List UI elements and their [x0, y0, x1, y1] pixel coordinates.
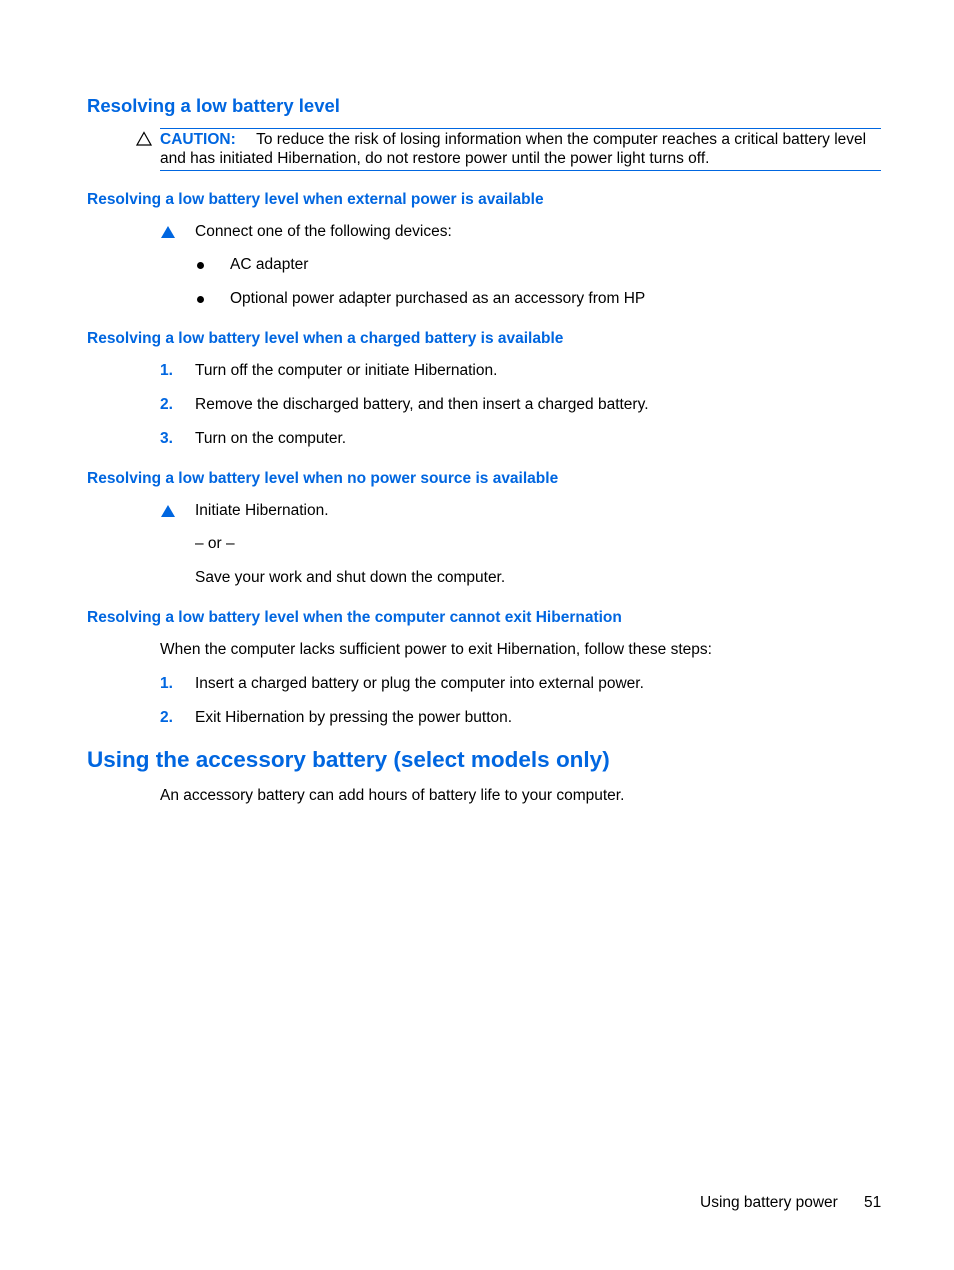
subheading-cannot-exit: Resolving a low battery level when the computer cannot exit Hibernation [87, 609, 622, 626]
caution-text-2: and has initiated Hibernation, do not restore power until the power light turns off. [160, 150, 710, 167]
step-number: 2. [160, 709, 173, 726]
caution-line-1 [160, 131, 866, 149]
subheading-no-power: Resolving a low battery level when no power source is available [87, 470, 559, 487]
step-text: Remove the discharged battery, and then insert a charged battery. [195, 396, 649, 413]
bullet-icon [197, 296, 204, 303]
bullet-icon [197, 262, 204, 269]
footer-section-name: Using battery power [700, 1194, 838, 1211]
step-text: Turn on the computer. [195, 430, 347, 447]
step-text: Exit Hibernation by pressing the power button. [195, 709, 513, 726]
step-triangle-icon [161, 226, 175, 238]
bullet-item: Optional power adapter purchased as an accessory from HP [230, 290, 646, 307]
step-text: Connect one of the following devices: [195, 223, 452, 240]
section-heading: Resolving a low battery level [87, 95, 340, 116]
caution-triangle-icon [136, 131, 152, 146]
step-number: 1. [160, 675, 173, 692]
step-number: 2. [160, 396, 173, 413]
intro-text: When the computer lacks sufficient power to exit Hibernation, follow these steps: [160, 641, 712, 658]
step-text: Turn off the computer or initiate Hibernation. [195, 362, 498, 379]
caution-text-1: To reduce the risk of losing information when the computer reaches a critical battery level [256, 131, 867, 148]
step-text: Insert a charged battery or plug the computer into external power. [195, 675, 644, 692]
step-number: 1. [160, 362, 173, 379]
or-separator: – or – [195, 535, 235, 552]
page-number: 51 [864, 1194, 882, 1211]
bullet-item: AC adapter [230, 256, 309, 273]
step-triangle-icon [161, 505, 175, 517]
caution-label: CAUTION: [160, 131, 236, 148]
subheading-external-power: Resolving a low battery level when external power is available [87, 191, 544, 208]
section-heading-accessory: Using the accessory battery (select models only) [87, 747, 610, 772]
step-text: Initiate Hibernation. [195, 502, 329, 519]
alternative-text: Save your work and shut down the computer. [195, 569, 506, 586]
subheading-charged-battery: Resolving a low battery level when a charged battery is available [87, 330, 564, 347]
step-number: 3. [160, 430, 173, 447]
body-text: An accessory battery can add hours of battery life to your computer. [160, 787, 625, 804]
